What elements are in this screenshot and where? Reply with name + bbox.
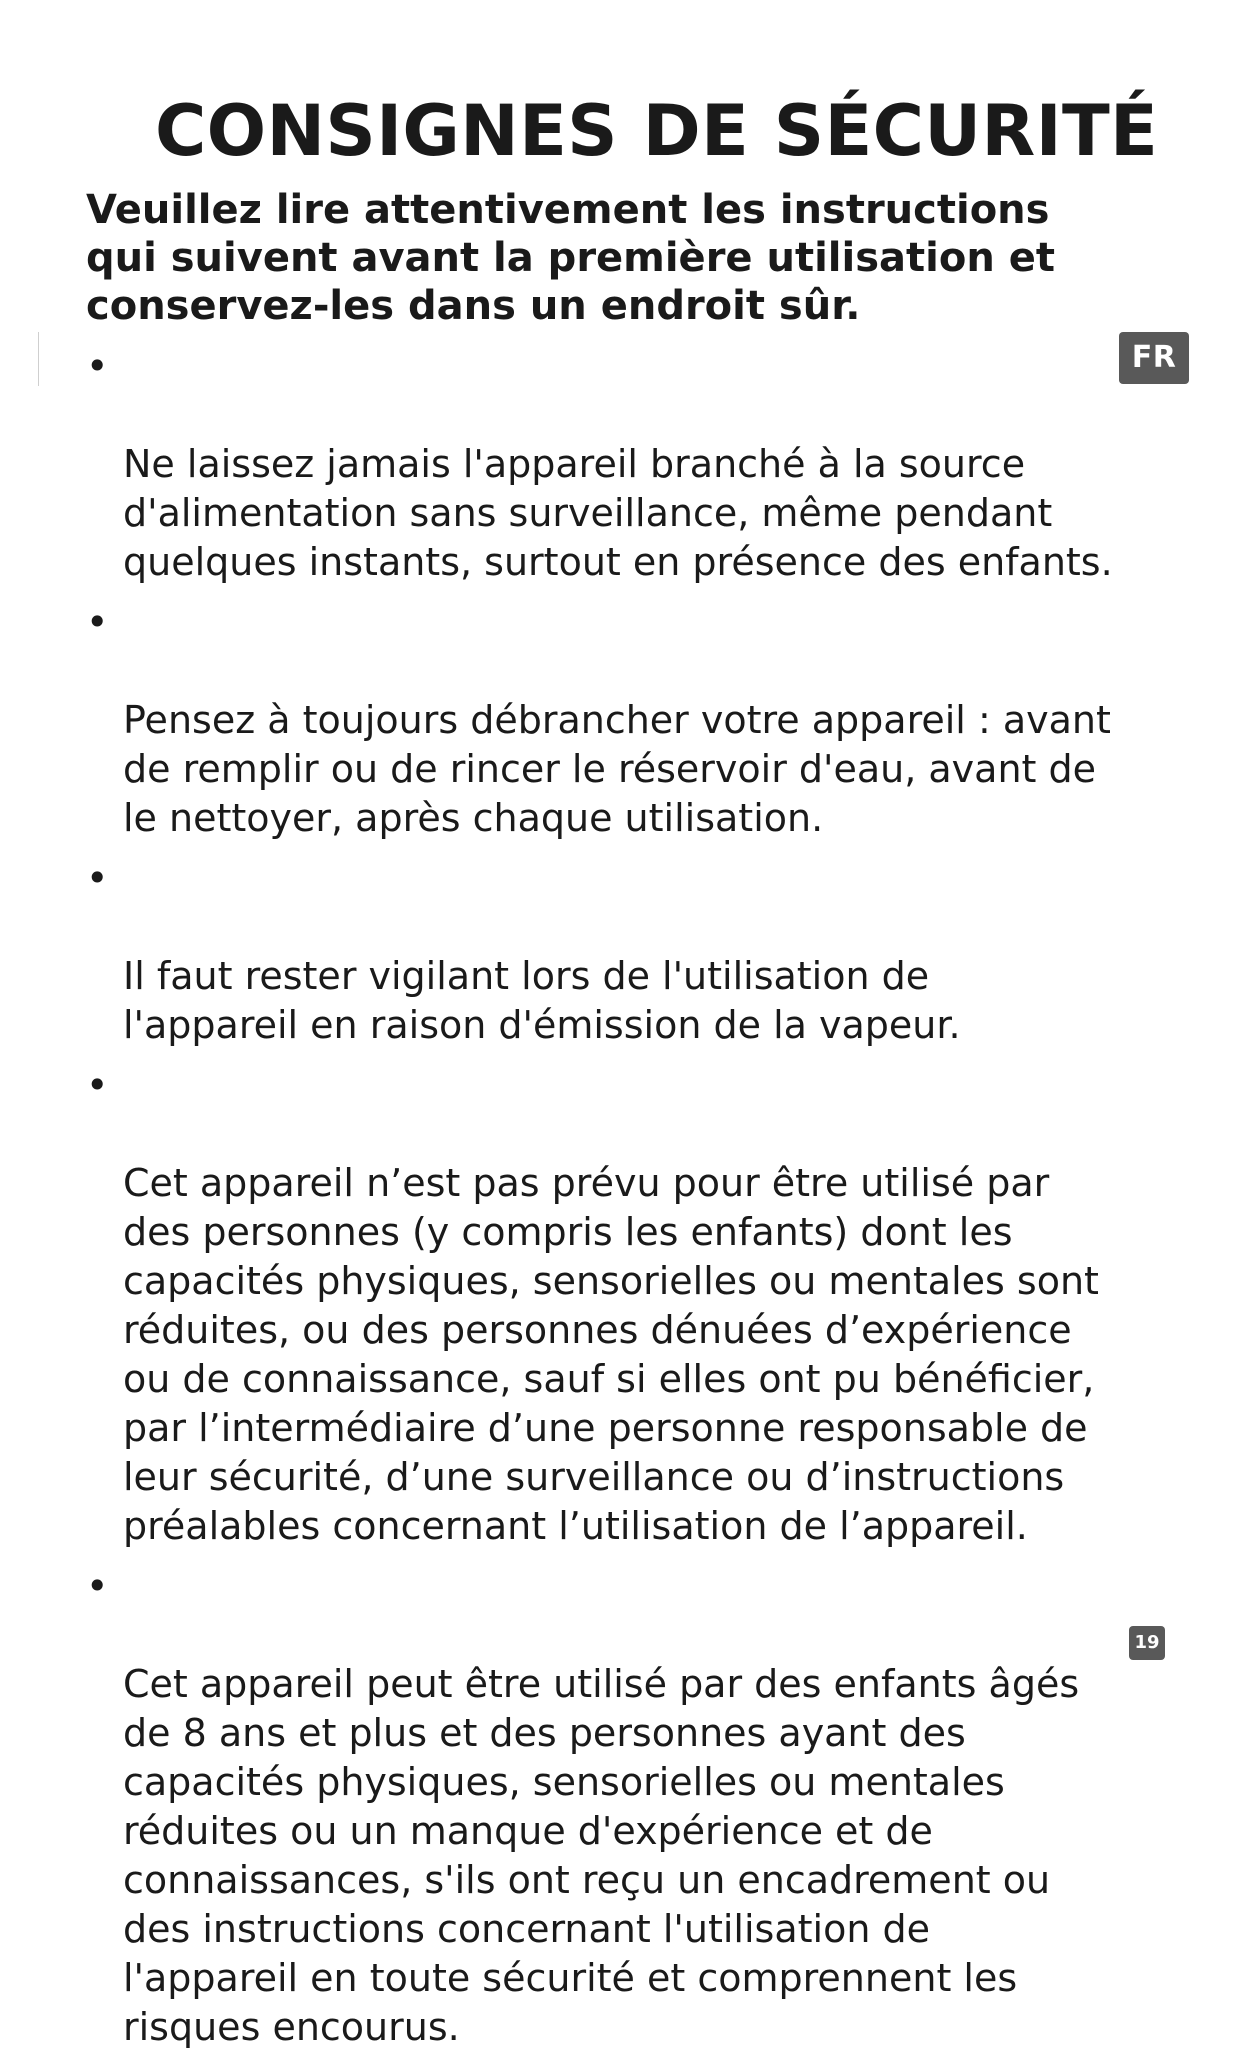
safety-instruction-3	[86, 854, 1182, 1050]
safety-instruction-2	[86, 598, 1182, 843]
language-badge: FR	[1119, 332, 1189, 384]
bullet-icon: •	[86, 1063, 109, 1107]
left-margin-mark	[38, 332, 39, 386]
safety-instruction-1	[86, 342, 1182, 587]
instruction-text: Cet appareil peut être utilisé par des enfants âgés de 8 ans et plus et des personnes ayant des capacités physiques, sensorielles ou mentales réduites ou un manque d'expérience et de connaissances, s'ils ont reçu un encadrement ou des instructions concernant l'utilisation de l'appareil en toute sécurité et comprennent les risques encourus.	[123, 1662, 1080, 2049]
bullet-icon: •	[86, 344, 109, 388]
bullet-icon: •	[86, 1564, 109, 1608]
instruction-text: Ne laissez jamais l'appareil branché à la source d'alimentation sans surveillance, même pendant quelques instants, surtout en présence des enfants.	[123, 442, 1113, 584]
safety-instruction-4	[86, 1061, 1182, 1551]
bullet-icon: •	[86, 856, 109, 900]
page-title: CONSIGNES DE SÉCURITÉ	[155, 90, 1159, 172]
safety-instruction-5	[86, 1562, 1182, 2052]
intro-paragraph: Veuillez lire attentivement les instructions qui suivent avant la première utilisation et conservez-les dans un endroit sûr.	[86, 187, 1055, 329]
bullet-icon: •	[86, 600, 109, 644]
instruction-text: Cet appareil n’est pas prévu pour être utilisé par des personnes (y compris les enfants) dont les capacités physiques, sensorielles ou mentales sont réduites, ou des personnes dénuées d’expérience ou de connaissance, sauf si elles ont pu bénéficier, par l’intermédiaire d’une personne responsable de leur sécurité, d’une surveillance ou d’instructions préalables concernant l’utilisation de l’appareil.	[123, 1161, 1099, 1548]
instruction-text: Pensez à toujours débrancher votre appareil : avant de remplir ou de rincer le réservoir d'eau, avant de le nettoyer, après chaque utilisation.	[123, 698, 1111, 840]
page-number-badge: 19	[1129, 1626, 1165, 1660]
instruction-text: Il faut rester vigilant lors de l'utilisation de l'appareil en raison d'émission de la vapeur.	[123, 954, 961, 1047]
safety-instructions-list	[86, 342, 1182, 2063]
